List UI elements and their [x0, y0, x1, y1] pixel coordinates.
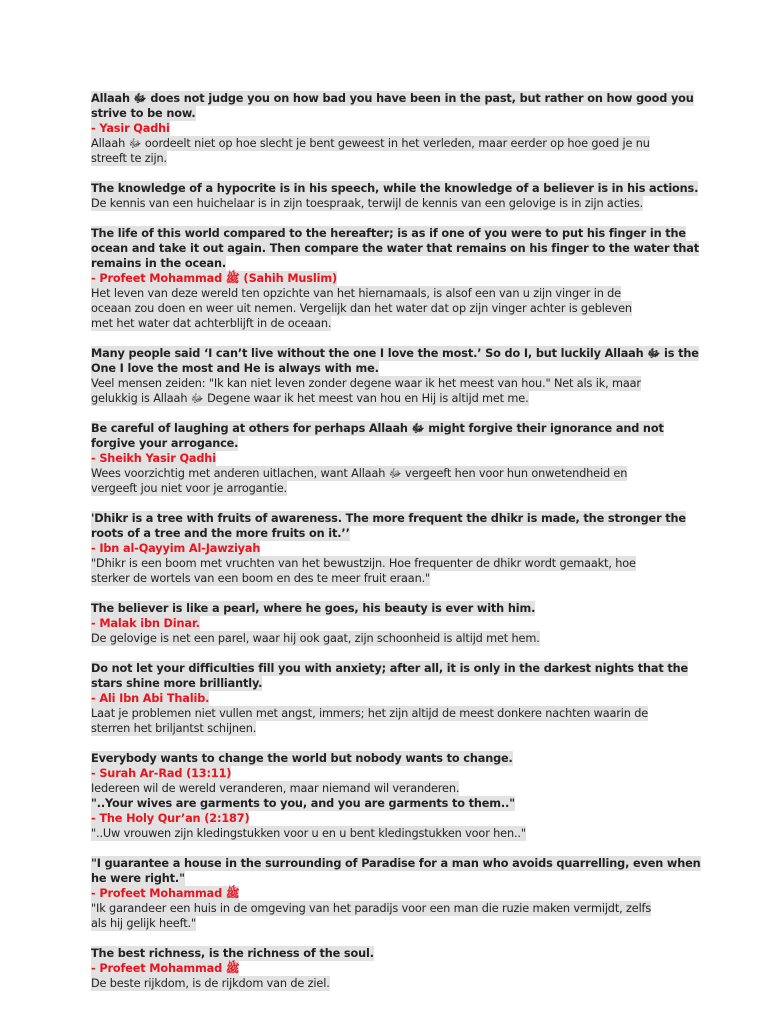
quote-block	[91, 181, 699, 211]
quote-block	[91, 346, 699, 406]
quote-dutch-line: "..Uw vrouwen zijn kledingstukken voor u en u bent kledingstukken voor hen.."	[91, 827, 526, 840]
quote-dutch-line: De gelovige is net een parel, waar hij ook gaat, zijn schoonheid is altijd met hem.	[91, 632, 540, 645]
quote-dutch-line: Wees voorzichtig met anderen uitlachen, want Allaah ﷻ vergeeft hen voor hun onwetendheid en	[91, 467, 628, 480]
quote-english-line: roots of a tree and the more fruits on it.’’	[91, 527, 350, 540]
quote-block	[91, 226, 700, 331]
quote-author: - Malak ibn Dinar.	[91, 617, 200, 630]
quote-english-line: ocean and take it out again. Then compare the water that remains on his finger to the water that	[91, 242, 700, 255]
quote-dutch-line: Het leven van deze wereld ten opzichte van het hiernamaals, is alsof een van u zijn vinger in de	[91, 287, 621, 300]
quote-block	[91, 91, 694, 166]
quote-block	[91, 751, 675, 841]
quote-english-line: "I guarantee a house in the surrounding of Paradise for a man who avoids quarrelling, even when	[91, 857, 701, 870]
quote-author: - Surah Ar-Rad (13:11)	[91, 767, 232, 780]
quote-author: - Profeet Mohammad ﷺ	[91, 962, 240, 975]
quote-english-line: strive to be now.	[91, 107, 196, 120]
quote-english-line: Everybody wants to change the world but nobody wants to change.	[91, 752, 513, 765]
quote-dutch-line: Iedereen wil de wereld veranderen, maar niemand wil veranderen.	[91, 782, 460, 795]
quote-english-line: 'Dhikr is a tree with fruits of awareness. The more frequent the dhikr is made, the stronger the	[91, 512, 686, 525]
quote-english-line: Do not let your difficulties fill you with anxiety; after all, it is only in the darkest nights that the	[91, 662, 689, 675]
quote-dutch-line: De kennis van een huichelaar is in zijn toespraak, terwijl de kennis van een gelovige is in zijn acties.	[91, 197, 644, 210]
quote-author: - Ali Ibn Abi Thalib.	[91, 692, 210, 705]
quote-english-line: remains in the ocean.	[91, 257, 227, 270]
quote-english-line: The believer is like a pearl, where he goes, his beauty is ever with him.	[91, 602, 536, 615]
quote-block	[91, 421, 675, 496]
quote-author: - Sheikh Yasir Qadhi	[91, 452, 216, 465]
quote-dutch-line: De beste rijkdom, is de rijkdom van de ziel.	[91, 977, 330, 990]
quote-english-line: stars shine more brilliantly.	[91, 677, 263, 690]
quote-dutch-line: "Ik garandeer een huis in de omgeving van het paradijs voor een man die ruzie maken vermijdt, zelfs	[91, 902, 652, 915]
quote-english-line: Allaah ﷻ does not judge you on how bad you have been in the past, but rather on how good you	[91, 92, 694, 105]
quote-dutch-line: sterker de wortels van een boom en des te meer fruit eraan."	[91, 572, 431, 585]
quote-english-line: Many people said ‘I can’t live without the one I love the most.’ So do I, but luckily Allaah ﷻ is the	[91, 347, 699, 360]
quote-dutch-line: Laat je problemen niet vullen met angst, immers; het zijn altijd de meest donkere nachten waarin de	[91, 707, 649, 720]
quote-block	[91, 601, 675, 646]
quote-english-line: forgive your arrogance.	[91, 437, 239, 450]
quote-dutch-line: als hij gelijk heeft."	[91, 917, 196, 930]
quote-dutch-line: vergeeft jou niet voor je arrogantie.	[91, 482, 287, 495]
quote-author: - Profeet Mohammad ﷺ	[91, 887, 240, 900]
quote-author: - Ibn al-Qayyim Al-Jawziyah	[91, 542, 261, 555]
quote-dutch-line: met het water dat achterblijft in de oceaan.	[91, 317, 332, 330]
quotes-document	[91, 91, 701, 1006]
quote-english-line: The life of this world compared to the hereafter; is as if one of you were to put his finger in the	[91, 227, 686, 240]
quote-dutch-line: "Dhikr is een boom met vruchten van het bewustzijn. Hoe frequenter de dhikr wordt gemaakt, hoe	[91, 557, 636, 570]
quote-dutch-line: gelukkig is Allaah ﷻ Degene waar ik het meest van hou en Hij is altijd met me.	[91, 392, 529, 405]
quote-english-line: One I love the most and He is always with me.	[91, 362, 379, 375]
quote-block	[91, 946, 675, 991]
quote-block	[91, 661, 689, 736]
quote-dutch-line: oceaan zou doen en weer uit nemen. Vergelijk dan het water dat op zijn vinger achter is gebleven	[91, 302, 632, 315]
quote-block	[91, 856, 701, 931]
quote-author: - Profeet Mohammad ﷺ (Sahih Muslim)	[91, 272, 338, 285]
quote-english-line: he were right."	[91, 872, 185, 885]
quote-english-line: "..Your wives are garments to you, and you are garments to them.."	[91, 797, 515, 810]
quote-author: - Yasir Qadhi	[91, 122, 170, 135]
quote-english-line: The best richness, is the richness of the soul.	[91, 947, 374, 960]
quote-block	[91, 511, 686, 586]
quote-dutch-line: Allaah ﷻ oordeelt niet op hoe slecht je bent geweest in het verleden, maar eerder op hoe goed je nu	[91, 137, 650, 150]
quote-dutch-line: streeft te zijn.	[91, 152, 167, 165]
quote-english-line: The knowledge of a hypocrite is in his speech, while the knowledge of a believer is in his actions.	[91, 182, 699, 195]
quote-english-line: Be careful of laughing at others for perhaps Allaah ﷻ might forgive their ignorance and not	[91, 422, 664, 435]
quote-dutch-line: sterren het briljantst schijnen.	[91, 722, 257, 735]
quote-dutch-line: Veel mensen zeiden: "Ik kan niet leven zonder degene waar ik het meest van hou." Net als ik, maar	[91, 377, 641, 390]
quote-author: - The Holy Qur’an (2:187)	[91, 812, 250, 825]
